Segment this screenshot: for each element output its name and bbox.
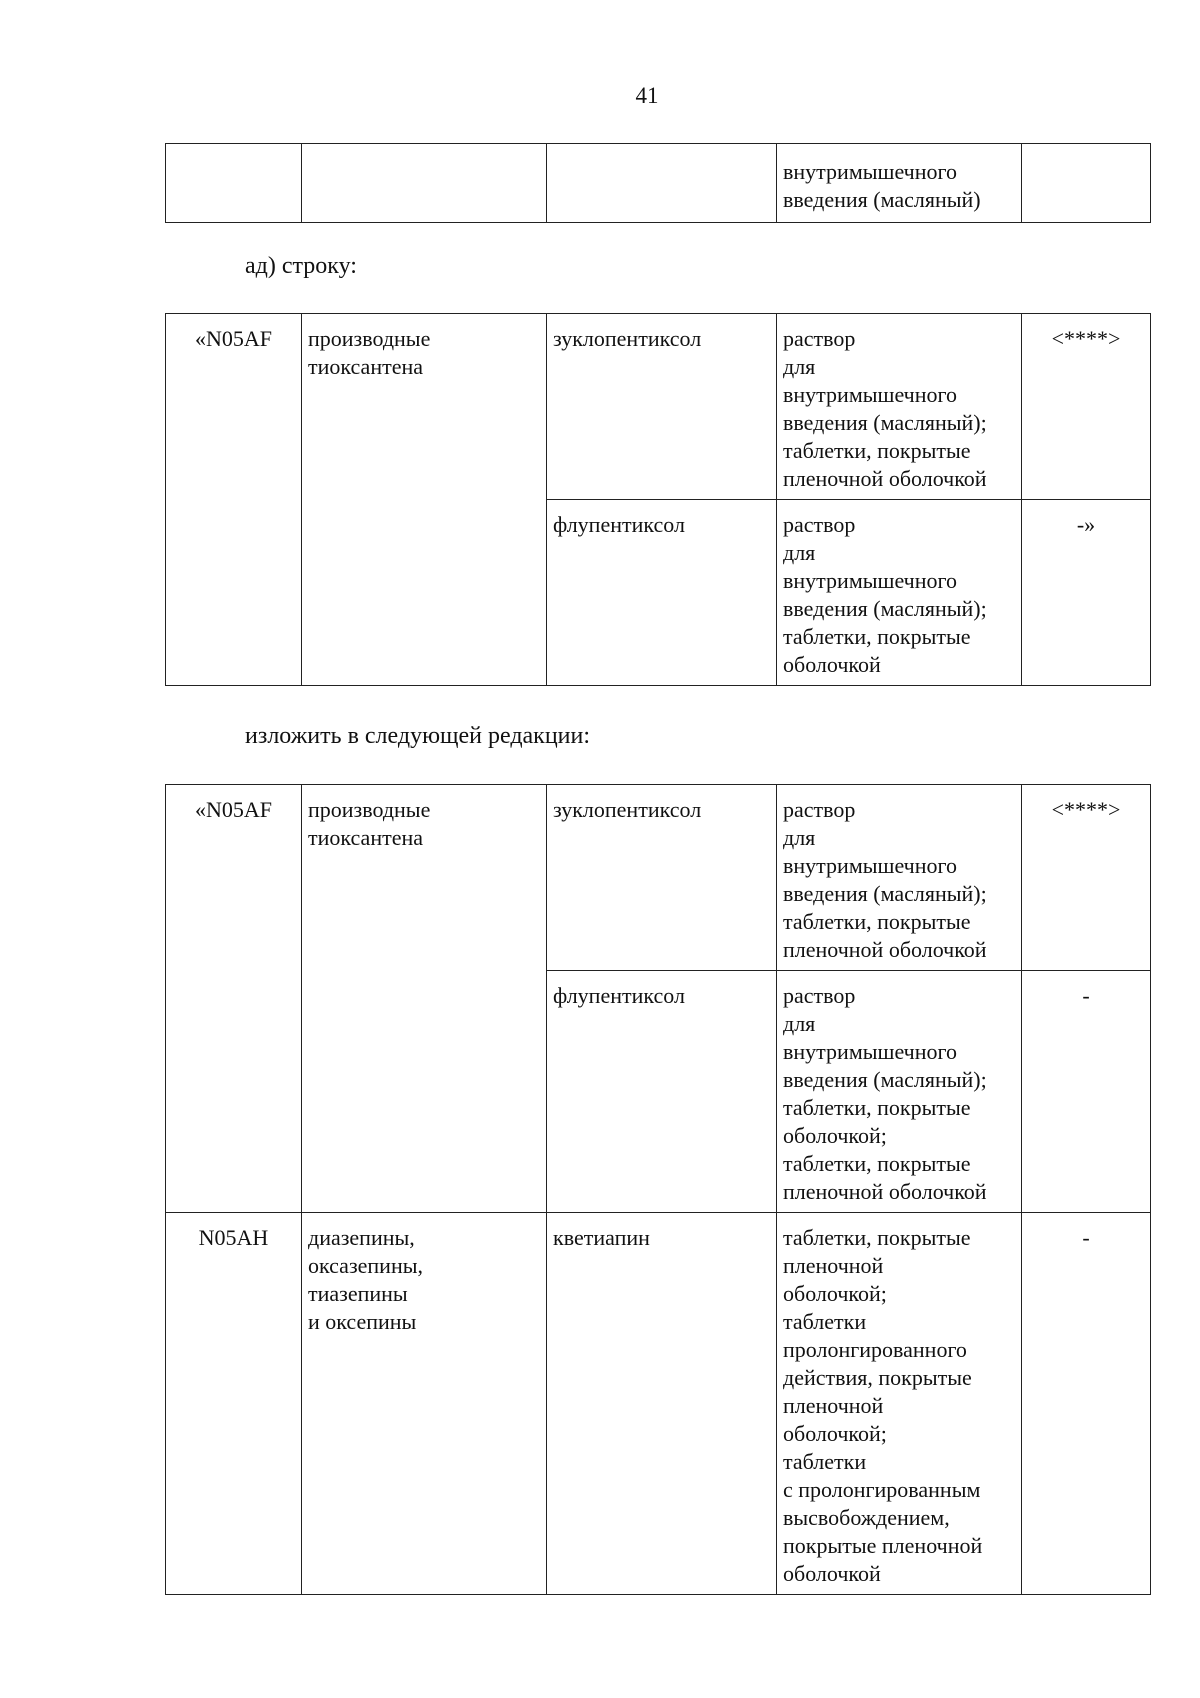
- group-cell: производные тиоксантена: [302, 314, 547, 686]
- drug-cell: зуклопентиксол: [547, 314, 777, 500]
- paragraph-new-edition: изложить в следующей редакции:: [245, 723, 591, 749]
- table-row: [166, 314, 1151, 500]
- mark-cell: <****>: [1022, 314, 1151, 500]
- mark-cell: -: [1022, 1213, 1151, 1595]
- group-cell: диазепины, оксазепины, тиазепины и оксепины: [302, 1213, 547, 1595]
- paragraph-row-label: ад) строку:: [245, 253, 357, 279]
- atc-code-cell: N05AH: [166, 1213, 302, 1595]
- page-number: 41: [635, 83, 659, 108]
- dosage-form-cell: раствор для внутримышечного введения (масляный); таблетки, покрытые оболочкой: [777, 500, 1022, 686]
- drug-cell: кветиапин: [547, 1213, 777, 1595]
- dosage-form-cell: раствор для внутримышечного введения (масляный); таблетки, покрытые пленочной оболочкой: [777, 314, 1022, 500]
- table-row: [166, 144, 1151, 223]
- mark-cell: -: [1022, 971, 1151, 1213]
- mark-cell: -»: [1022, 500, 1151, 686]
- atc-code-cell: «N05AF: [166, 314, 302, 686]
- drug-cell: зуклопентиксол: [547, 785, 777, 971]
- new-version-table: [165, 784, 1151, 1595]
- dosage-form-cell: внутримышечного введения (масляный): [777, 144, 1022, 223]
- drug-cell: [547, 144, 777, 223]
- dosage-form-cell: раствор для внутримышечного введения (масляный); таблетки, покрытые оболочкой; таблетки, покрытые пленочной оболочкой: [777, 971, 1022, 1213]
- group-cell: производные тиоксантена: [302, 785, 547, 1213]
- old-version-table: [165, 313, 1151, 686]
- drug-cell: флупентиксол: [547, 971, 777, 1213]
- table-row: [166, 785, 1151, 971]
- mark-cell: <****>: [1022, 785, 1151, 971]
- continuation-table: [165, 143, 1151, 223]
- table-row: [166, 1213, 1151, 1595]
- dosage-form-cell: таблетки, покрытые пленочной оболочкой; таблетки пролонгированного действия, покрытые пленочной оболочкой; таблетки с пролонгированным высвобождением, покрытые пленочной оболочкой: [777, 1213, 1022, 1595]
- atc-code-cell: «N05AF: [166, 785, 302, 1213]
- drug-cell: флупентиксол: [547, 500, 777, 686]
- mark-cell: [1022, 144, 1151, 223]
- dosage-form-cell: раствор для внутримышечного введения (масляный); таблетки, покрытые пленочной оболочкой: [777, 785, 1022, 971]
- atc-code-cell: [166, 144, 302, 223]
- group-cell: [302, 144, 547, 223]
